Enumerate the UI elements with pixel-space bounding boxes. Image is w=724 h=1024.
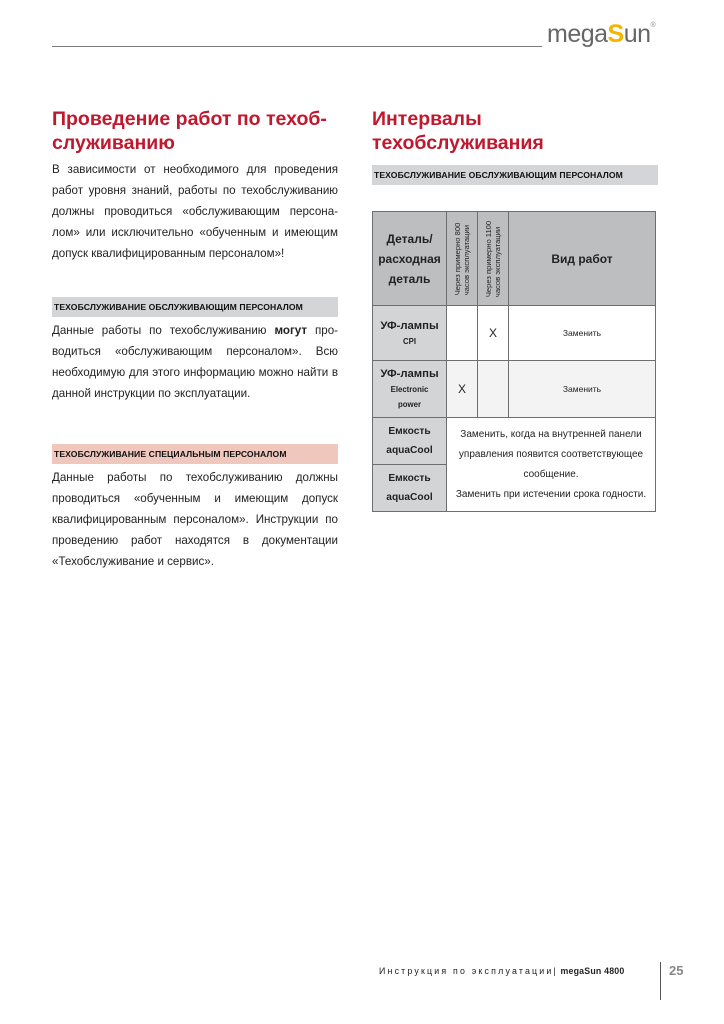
special-staff-paragraph: Данные работы по техобслуживанию должны проводиться «обученным и имеющим допуск квалифицированным персоналом». Инструкции по проведению работ находятся в документации «Техобслуживание и сервис». <box>52 471 338 568</box>
cell-800: X <box>447 361 478 418</box>
logo-sun-letter: S <box>607 20 624 48</box>
band-service-staff: ТЕХОБСЛУЖИВАНИЕ ОБСЛУЖИВАЮЩИМ ПЕРСОНАЛОМ <box>52 297 338 317</box>
intro-paragraph: В зависимости от необходимого для проведения работ уровня знаний, работы по техобслуживанию должны проводиться «обслуживающим персона-лом» или исключительно «обученным и имеющим допуск квалифицированным персоналом»! <box>52 163 338 260</box>
footer-divider <box>660 962 661 1000</box>
right-column <box>372 107 656 512</box>
footer-product: megaSun 4800 <box>560 966 625 976</box>
band-special-staff: ТЕХОБСЛУЖИВАНИЕ СПЕЦИАЛЬНЫМ ПЕРСОНАЛОМ <box>52 444 338 464</box>
maintenance-intervals-table <box>372 211 656 512</box>
part-cell: Емкость aquaCool <box>373 418 447 465</box>
part-cell: УФ-лампы Electronic power <box>373 361 447 418</box>
header-part: Деталь/ расходная деталь <box>373 212 447 306</box>
cell-800 <box>447 306 478 361</box>
registered-mark: ® <box>650 22 656 29</box>
footer-doc-info: Инструкция по эксплуатации| megaSun 4800 <box>379 966 625 976</box>
cell-work: Заменить <box>509 361 656 418</box>
table-row <box>373 418 656 465</box>
left-column <box>52 107 338 572</box>
megasun-logo: megaSun® <box>547 20 656 48</box>
part-cell: Емкость aquaCool <box>373 465 447 512</box>
header-rule <box>52 46 542 47</box>
service-staff-paragraph: Данные работы по техобслуживанию могут про-водиться «обслуживающим персоналом». Всю необходимую для этого информацию можно найти в данной инструкции по эксплуатации. <box>52 324 338 400</box>
table-row <box>373 306 656 361</box>
emphasis-can: могут <box>274 324 308 337</box>
band-service-staff-right: ТЕХОБСЛУЖИВАНИЕ ОБСЛУЖИВАЮЩИМ ПЕРСОНАЛОМ <box>372 165 658 185</box>
header-1100-hours: Через примерно 1100 часов эксплуатации <box>478 212 509 306</box>
header-800-hours: Через примерно 800 часов эксплуатации <box>447 212 478 306</box>
cell-1100 <box>478 361 509 418</box>
table-header-row <box>373 212 656 306</box>
header-work-type: Вид работ <box>509 212 656 306</box>
table-row <box>373 361 656 418</box>
section-title-maintenance: Проведение работ по техоб-служиванию <box>52 108 327 154</box>
merged-work-cell: Заменить, когда на внутренней панели управления появится соответствующее сообщение. Заменить при истечении срока годности. <box>447 418 656 512</box>
cell-work: Заменить <box>509 306 656 361</box>
page-number: 25 <box>669 963 684 978</box>
part-cell: УФ-лампы CPI <box>373 306 447 361</box>
section-title-intervals: Интервалы техобслуживания <box>372 108 544 154</box>
cell-1100: X <box>478 306 509 361</box>
